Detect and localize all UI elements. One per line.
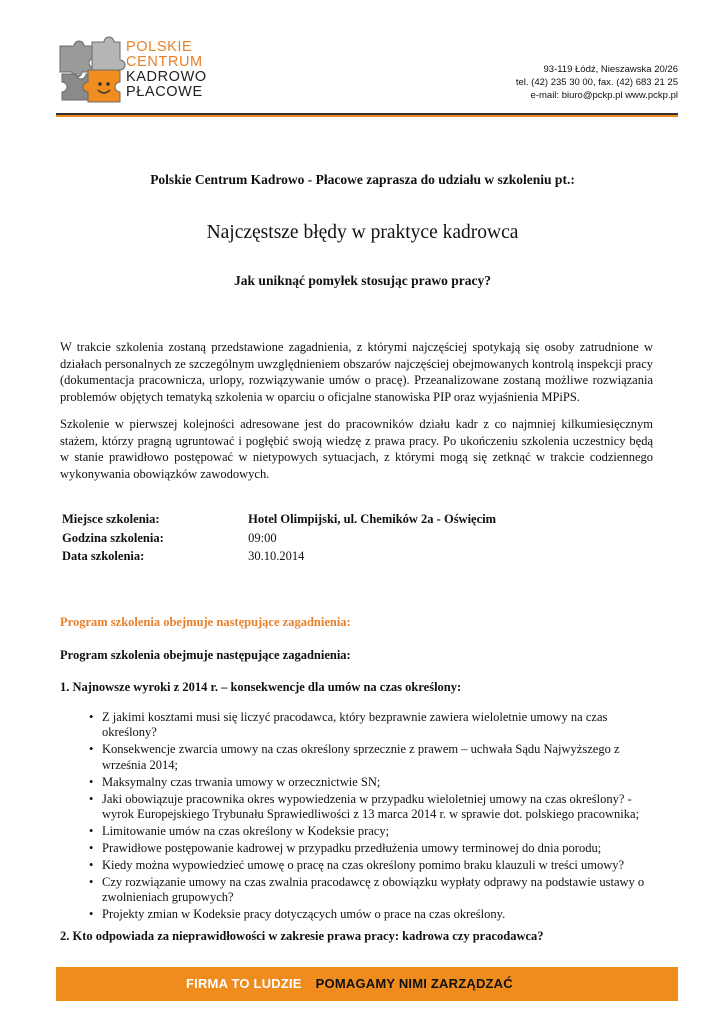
detail-label: Godzina szkolenia: (62, 530, 164, 545)
email-website: e-mail: biuro@pckp.pl www.pckp.pl (530, 90, 678, 101)
training-subtitle: Jak uniknąć pomyłek stosując prawo pracy? (234, 273, 491, 288)
detail-row-time (62, 531, 496, 550)
section-1-title: 1. Najnowsze wyroki z 2014 r. – konsekwencje dla umów na czas określony: (60, 680, 462, 694)
invitation-line: Polskie Centrum Kadrowo - Płacowe zaprasza do udziału w szkoleniu pt.: (150, 172, 575, 187)
list-item: • Konsekwencje zwarcia umowy na czas określony sprzecznie z prawem – uchwała Sądu Najwyższego z września 2014; (89, 742, 649, 773)
logo-line: POLSKIE (126, 39, 193, 55)
training-title: Najczęstsze błędy w praktyce kadrowca (206, 222, 519, 243)
list-item: • Czy rozwiązanie umowy na czas zwalnia pracodawcę z obowiązku wypłaty odprawy na podstawie ustawy o zwolnieniach grupowych? (89, 875, 649, 906)
detail-row-location (62, 512, 496, 531)
logo-line: CENTRUM (126, 54, 203, 70)
list-item: • Kiedy można wypowiedzieć umowę o pracę na czas określony pomimo braku klauzuli w treści umowy? (89, 858, 649, 873)
footer-slogan-part-2: POMAGAMY NIMI ZARZĄDZAĆ (315, 976, 513, 991)
puzzle-logo-icon (56, 36, 126, 106)
audience-paragraph: Szkolenie w pierwszej kolejności adresowane jest do pracowników działu kadr z co najmniej kilkumiesięcznym stażem, którzy pragną ugruntować i pogłębić swoją wiedzę z prawa pracy. Po ukończeniu szkolenia uczestnicy będą w stanie prawidłowo postępować w nietypowych sytuacjach, z którymi mogą się zetknąć w trakcie codziennego wykonywania obowiązków zawodowych. (60, 417, 653, 481)
logo-line: PŁACOWE (126, 84, 203, 100)
company-logo-wordmark (126, 40, 207, 100)
logo-line: KADROWO (126, 69, 207, 85)
program-heading-highlight: Program szkolenia obejmuje następujące zagadnienia: (60, 615, 351, 629)
footer-slogan-part-1: FIRMA TO LUDZIE (186, 976, 302, 991)
list-item: • Maksymalny czas trwania umowy w orzecznictwie SN; (89, 775, 649, 790)
detail-value: 30.10.2014 (248, 549, 305, 563)
footer-slogan (186, 976, 513, 991)
letterhead (0, 0, 725, 120)
detail-value: Hotel Olimpijski, ul. Chemików 2a - Oświęcim (248, 512, 497, 526)
detail-label: Miejsce szkolenia: (62, 512, 160, 526)
list-item: • Prawidłowe postępowanie kadrowej w przypadku przedłużenia umowy terminowej do dnia porodu; (89, 841, 649, 856)
section-2-title: 2. Kto odpowiada za nieprawidłowości w zakresie prawa pracy: kadrowa czy pracodawca? (60, 929, 544, 943)
list-item: • Projekty zmian w Kodeksie pracy dotyczących umów o prace na czas określony. (89, 907, 649, 922)
program-heading: Program szkolenia obejmuje następujące zagadnienia: (60, 648, 351, 662)
list-item: • Limitowanie umów na czas określony w Kodeksie pracy; (89, 824, 649, 839)
footer-banner (56, 967, 678, 1001)
detail-row-date (62, 549, 496, 568)
address: 93-119 Łódź, Nieszawska 20/26 (543, 64, 678, 75)
description-paragraph: W trakcie szkolenia zostaną przedstawione zagadnienia, z którymi najczęściej spotykają się osoby zatrudnione w działach personalnych ze szczególnym uwzględnieniem obszarów najczęściej obejmowanych kontrolą inspekcji pracy (dokumentacja pracownicza, urlopy, rozwiązywanie umów o pracę). Przeanalizowane zostaną możliwe rozwiązania problemów objętych tematyką szkolenia w oparciu o oficjalne stanowiska PIP oraz wyjaśnienia MPiPS. (60, 340, 653, 404)
section-1-list (89, 710, 649, 924)
list-item: • Jaki obowiązuje pracownika okres wypowiedzenia w przypadku wieloletniej umowy na czas określony? - wyrok Europejskiego Trybunału Sprawiedliwości z 13 marca 2014 r. w sprawie dot. polskiego pracownika; (89, 792, 649, 823)
list-item: • Z jakimi kosztami musi się liczyć pracodawca, który bezprawnie zawiera wieloletnie umowy na czas określony? (89, 710, 649, 741)
phone-fax: tel. (42) 235 30 00, fax. (42) 683 21 25 (515, 77, 678, 88)
detail-label: Data szkolenia: (62, 549, 145, 563)
header-divider-accent (56, 115, 678, 117)
detail-value: 09:00 (248, 530, 277, 545)
training-details (62, 512, 496, 568)
contact-block (516, 63, 678, 102)
